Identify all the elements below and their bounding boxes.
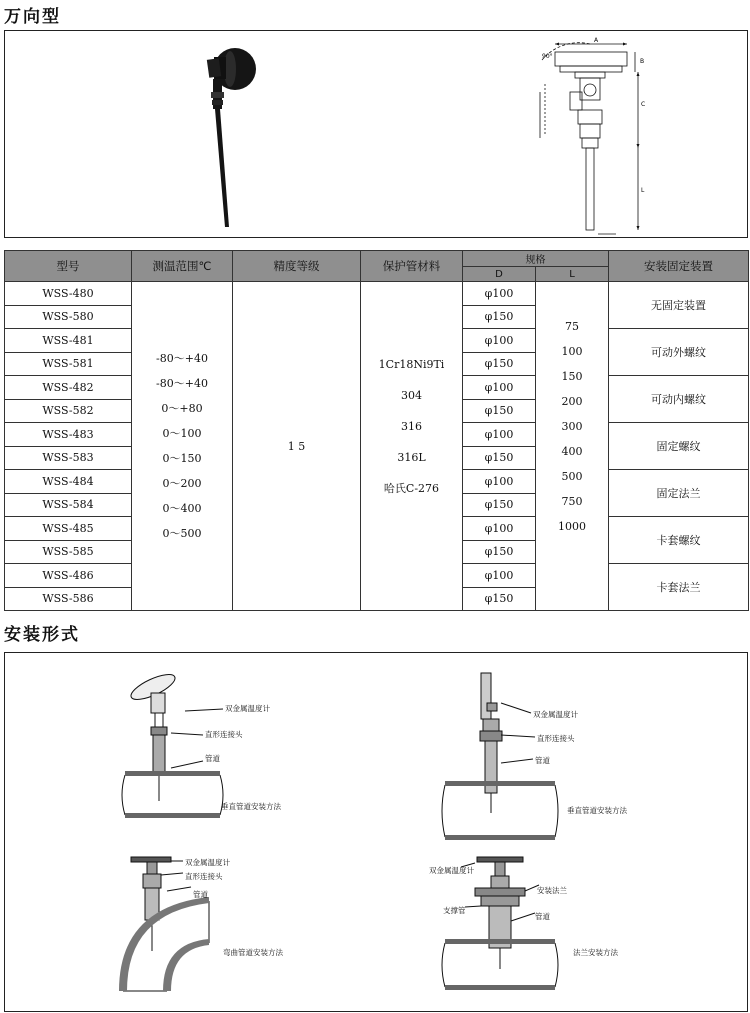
range-value: 0～+80 xyxy=(161,402,203,415)
model-cell: WSS-580 xyxy=(5,305,132,329)
table-row xyxy=(5,282,749,306)
l-value: 1000 xyxy=(558,519,586,533)
dim-label-angle: 90° xyxy=(542,53,553,60)
model-cell: WSS-481 xyxy=(5,329,132,353)
d-cell: φ100 xyxy=(463,423,536,447)
range-value: 0～100 xyxy=(162,427,202,440)
material-value: 316L xyxy=(397,450,426,464)
mounting-cell: 固定螺纹 xyxy=(609,423,749,470)
d-cell: φ150 xyxy=(463,540,536,564)
header-range: 测温范围℃ xyxy=(132,251,233,282)
mounting-cell: 固定法兰 xyxy=(609,470,749,517)
model-cell: WSS-483 xyxy=(5,423,132,447)
d-cell: φ150 xyxy=(463,399,536,423)
range-value: 0～400 xyxy=(162,502,202,515)
d-cell: φ100 xyxy=(463,282,536,306)
material-value: 316 xyxy=(401,419,422,433)
model-cell: WSS-583 xyxy=(5,446,132,470)
install-diagram-vertical-2 xyxy=(425,663,685,843)
l-value: 150 xyxy=(561,369,583,383)
d-cell: φ100 xyxy=(463,564,536,588)
header-accuracy: 精度等级 xyxy=(233,251,361,282)
range-cell xyxy=(132,282,233,611)
model-cell: WSS-584 xyxy=(5,493,132,517)
install-diagram-vertical-1 xyxy=(105,663,365,843)
d4-support-label: 支撑管 xyxy=(443,906,466,915)
l-value: 300 xyxy=(561,419,583,433)
d-cell: φ150 xyxy=(463,352,536,376)
l-list xyxy=(536,314,608,579)
mounting-cell: 卡套螺纹 xyxy=(609,517,749,564)
material-cell xyxy=(361,282,463,611)
d2-connector-label: 直形连接头 xyxy=(537,734,575,743)
model-cell: WSS-585 xyxy=(5,540,132,564)
header-l: L xyxy=(536,267,609,282)
d-cell: φ150 xyxy=(463,305,536,329)
range-value: 0～200 xyxy=(162,477,202,490)
l-value: 100 xyxy=(561,344,583,358)
d-cell: φ100 xyxy=(463,329,536,353)
dim-label-l: L xyxy=(641,187,645,194)
model-cell: WSS-480 xyxy=(5,282,132,306)
d3-gauge-label: 双金属温度计 xyxy=(185,858,230,867)
dim-label-b: B xyxy=(640,58,645,65)
l-value: 750 xyxy=(561,494,583,508)
model-cell: WSS-485 xyxy=(5,517,132,541)
mounting-cell: 可动外螺纹 xyxy=(609,329,749,376)
d1-pipe-label: 管道 xyxy=(205,754,220,763)
dim-label-a: A xyxy=(594,37,599,44)
mounting-cell: 无固定装置 xyxy=(609,282,749,329)
dimension-drawing xyxy=(520,34,670,239)
d1-method-label: 垂直管道安装方法 xyxy=(221,802,281,811)
header-mounting: 安装固定装置 xyxy=(609,251,749,282)
d1-connector-label: 直形连接头 xyxy=(205,730,243,739)
model-cell: WSS-484 xyxy=(5,470,132,494)
mounting-cell: 卡套法兰 xyxy=(609,564,749,611)
d3-connector-label: 直形连接头 xyxy=(185,872,223,881)
header-material: 保护管材料 xyxy=(361,251,463,282)
range-value: 0～500 xyxy=(162,527,202,540)
model-cell: WSS-586 xyxy=(5,587,132,611)
range-value: -80～+40 xyxy=(156,377,208,390)
accuracy-cell: 1 5 xyxy=(233,282,361,611)
d3-method-label: 弯曲管道安装方法 xyxy=(223,948,283,957)
d-cell: φ100 xyxy=(463,517,536,541)
l-value: 400 xyxy=(561,444,583,458)
header-model: 型号 xyxy=(5,251,132,282)
d2-pipe-label: 管道 xyxy=(535,756,550,765)
header-d: D xyxy=(463,267,536,282)
model-cell: WSS-581 xyxy=(5,352,132,376)
model-cell: WSS-486 xyxy=(5,564,132,588)
d4-gauge-label: 双金属温度计 xyxy=(429,866,474,875)
d-cell: φ150 xyxy=(463,587,536,611)
d4-method-label: 法兰安装方法 xyxy=(573,948,618,957)
d4-pipe-label: 管道 xyxy=(535,912,550,921)
l-value: 200 xyxy=(561,394,583,408)
d4-flange-label: 安装法兰 xyxy=(537,886,567,895)
dim-label-c: C xyxy=(641,101,646,108)
range-value: 0～150 xyxy=(162,452,202,465)
model-cell: WSS-482 xyxy=(5,376,132,400)
material-value: 哈氏C-276 xyxy=(383,481,440,495)
product-frame xyxy=(4,30,748,238)
install-diagram-elbow xyxy=(105,851,365,1011)
universal-type-title: 万向型 xyxy=(4,7,61,27)
d-cell: φ150 xyxy=(463,493,536,517)
install-frame xyxy=(4,652,748,1012)
header-spec: 规格 xyxy=(463,251,609,267)
spec-table xyxy=(4,250,749,611)
d-cell: φ100 xyxy=(463,470,536,494)
d3-pipe-label: 管道 xyxy=(193,890,208,899)
l-cell xyxy=(536,282,609,611)
install-forms-title: 安装形式 xyxy=(4,625,80,645)
l-value: 500 xyxy=(561,469,583,483)
d1-gauge-label: 双金属温度计 xyxy=(225,704,270,713)
l-value: 75 xyxy=(565,319,579,333)
material-value: 304 xyxy=(401,388,422,402)
thermometer-photo xyxy=(180,37,300,237)
d-cell: φ150 xyxy=(463,446,536,470)
d2-method-label: 垂直管道安装方法 xyxy=(567,806,627,815)
d2-gauge-label: 双金属温度计 xyxy=(533,710,578,719)
range-value: -80～+40 xyxy=(156,352,208,365)
model-cell: WSS-582 xyxy=(5,399,132,423)
material-list xyxy=(361,349,462,544)
range-list xyxy=(132,346,232,546)
d-cell: φ100 xyxy=(463,376,536,400)
mounting-cell: 可动内螺纹 xyxy=(609,376,749,423)
material-value: 1Cr18Ni9Ti xyxy=(378,357,445,371)
